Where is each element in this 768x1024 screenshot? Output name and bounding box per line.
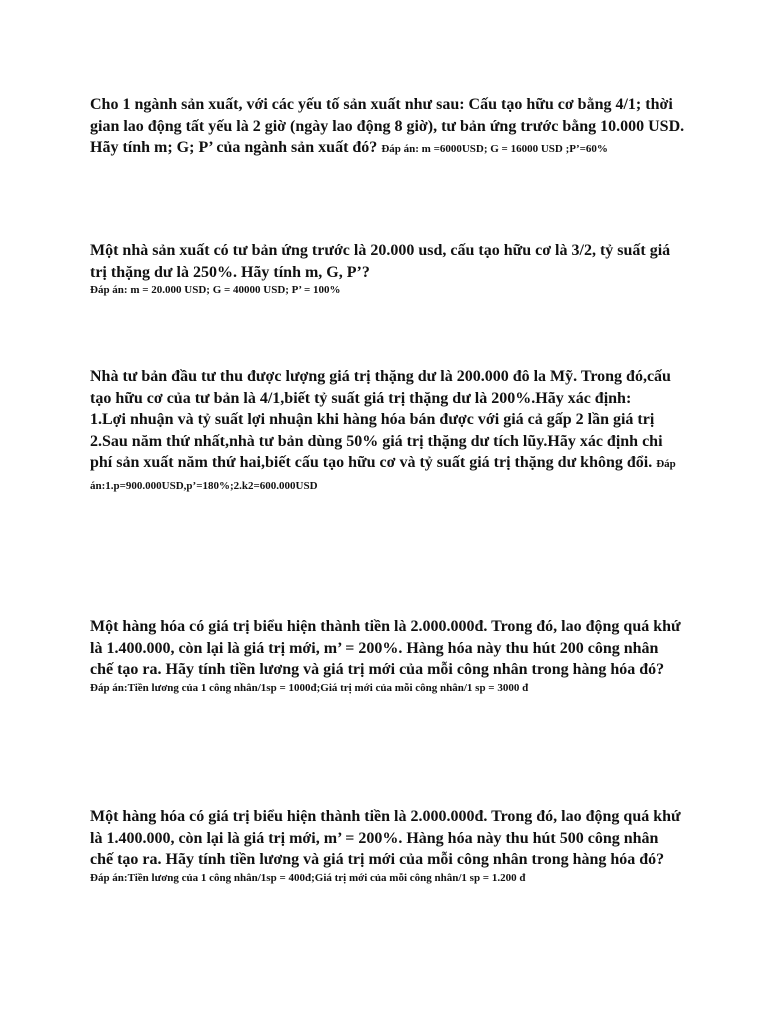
problem-3-question-part-1: 1.Lợi nhuận và tỷ suất lợi nhuận khi hàng hóa bán được với giá cả gấp 2 lần giá trị xyxy=(90,411,655,428)
problem-1 xyxy=(90,94,685,159)
problem-5-answer: Đáp án:Tiền lương của 1 công nhân/1sp = 400đ;Giá trị mới của mỗi công nhân/1 sp = 1.200 đ xyxy=(90,871,526,884)
problem-3-answer: Đáp án:1.p=900.000USD,p’=180%;2.k2=600.000USD xyxy=(90,458,676,492)
problem-2-question: Một nhà sản xuất có tư bản ứng trước là 20.000 usd, cấu tạo hữu cơ là 3/2, tỷ suất giá trị thặng dư là 250%. Hãy tính m, G, P’? xyxy=(90,242,671,281)
problem-5-question: Một hàng hóa có giá trị biểu hiện thành tiền là 2.000.000đ. Trong đó, lao động quá khứ là 1.400.000, còn lại là giá trị mới, m’ = 200%. Hàng hóa này thu hút 500 công nhân chế tạo ra. Hãy tính tiền lương và giá trị mới của mỗi công nhân trong hàng hóa đó? xyxy=(90,808,681,868)
problem-4 xyxy=(90,616,685,695)
problem-4-answer: Đáp án:Tiền lương của 1 công nhân/1sp = 1000đ;Giá trị mới của mỗi công nhân/1 sp = 3000 đ xyxy=(90,681,529,694)
problem-4-question: Một hàng hóa có giá trị biểu hiện thành tiền là 2.000.000đ. Trong đó, lao động quá khứ là 1.400.000, còn lại là giá trị mới, m’ = 200%. Hàng hóa này thu hút 200 công nhân chế tạo ra. Hãy tính tiền lương và giá trị mới của mỗi công nhân trong hàng hóa đó? xyxy=(90,618,681,678)
problem-3-question-part-2: 2.Sau năm thứ nhất,nhà tư bản dùng 50% giá trị thặng dư tích lũy.Hãy xác định chi phí sản xuất năm thứ hai,biết cấu tạo hữu cơ và tỷ suất giá trị thặng dư không đổi. xyxy=(90,432,663,471)
problem-1-question: Cho 1 ngành sản xuất, với các yếu tố sản xuất như sau: Cấu tạo hữu cơ bằng 4/1; thời gian lao động tất yếu là 2 giờ (ngày lao động 8 giờ), tư bản ứng trước bằng 10.000 USD. Hãy tính m; G; P’ của ngành sản xuất đó? xyxy=(90,96,685,156)
problem-3-question-intro: Nhà tư bản đầu tư thu được lượng giá trị thặng dư là 200.000 đô la Mỹ. Trong đó,cấu tạo hữu cơ của tư bản là 4/1,biết tỷ suất giá trị thặng dư là 200%.Hãy xác định: xyxy=(90,368,671,407)
problem-1-answer: Đáp án: m =6000USD; G = 16000 USD ;P’=60% xyxy=(381,143,608,155)
problem-2 xyxy=(90,240,685,297)
problem-2-answer: Đáp án: m = 20.000 USD; G = 40000 USD; P’ = 100% xyxy=(90,284,341,296)
problem-5 xyxy=(90,806,685,885)
problem-3 xyxy=(90,366,685,495)
